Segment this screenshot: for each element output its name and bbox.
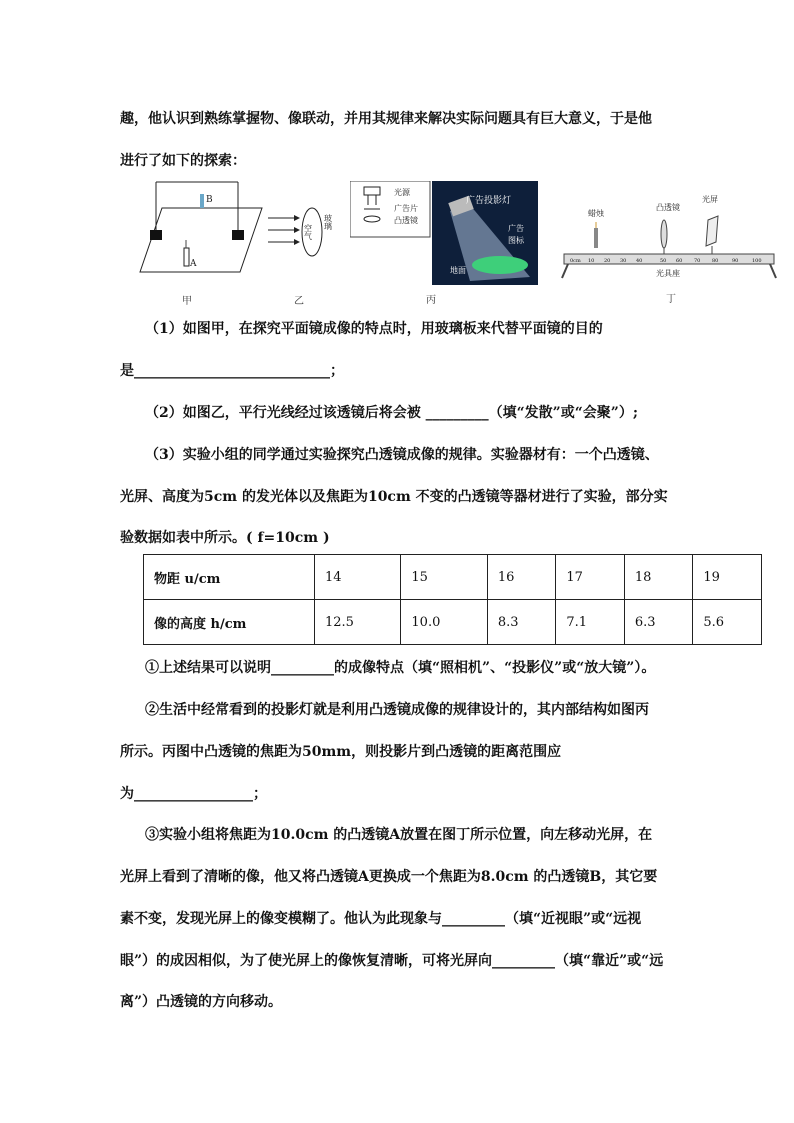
q2-line: （2）如图乙，平行光线经过该透镜后将会被 _________（填“发散”或“会聚”）; (145, 405, 638, 421)
label-lamp: 广告投影灯 (466, 196, 512, 206)
table-cell: 17 (556, 555, 625, 600)
table-cell: 18 (624, 555, 693, 600)
figure-yi (266, 200, 338, 307)
plane-mirror-diagram (136, 180, 264, 300)
table-cell: 16 (487, 555, 556, 600)
table-cell: 7.1 (556, 600, 625, 645)
caption-jia: 甲 (182, 296, 192, 307)
label-air: 空气 (303, 224, 313, 240)
table-cell: 8.3 (487, 600, 556, 645)
label-b: B (206, 195, 213, 205)
sub3-line-c: 素不变，发现光屏上的像变模糊了。他认为此现象与_________（填“近视眼”或“远视 (120, 911, 642, 927)
figure-bing (350, 181, 538, 306)
tick-40: 40 (636, 258, 643, 264)
tick-60: 60 (676, 258, 683, 264)
projector-diagram (350, 181, 538, 285)
label-slide: 广告片 (394, 204, 418, 213)
table-cell: 5.6 (693, 600, 762, 645)
q1-line-a: （1）如图甲，在探究平面镜成像的特点时，用玻璃板来代替平面镜的目的 (145, 321, 603, 337)
figure-ding (560, 190, 778, 305)
q1-line-b: 是____________________________； (120, 363, 344, 379)
table-cell: 15 (401, 555, 487, 600)
table-header-cell: 像的高度 h/cm (144, 600, 315, 645)
label-bench: 光具座 (656, 269, 680, 278)
data-table (143, 554, 762, 645)
optical-bench-diagram (560, 190, 778, 282)
caption-yi: 乙 (294, 296, 304, 307)
sub2-line-b: 所示。丙图中凸透镜的焦距为50mm，则投影片到凸透镜的距离范围应 (120, 744, 562, 760)
tick-80: 80 (712, 258, 719, 264)
tick-0: 0cm (570, 258, 581, 264)
sub3-line-d: 眼”）的成因相似，为了使光屏上的像恢复清晰，可将光屏向_________（填“靠近”或“远 (120, 953, 664, 969)
sub2-line-a: ②生活中经常看到的投影灯就是利用凸透镜成像的规律设计的，其内部结构如图丙 (145, 702, 649, 718)
q3-line-a: （3）实验小组的同学通过实验探究凸透镜成像的规律。实验器材有：一个凸透镜、 (145, 447, 659, 463)
table-header-cell: 物距 u/cm (144, 555, 315, 600)
tick-70: 70 (694, 258, 701, 264)
text-line-1: 趣，他认识到熟练掌握物、像联动，并用其规律来解决实际问题具有巨大意义，于是他 (120, 111, 652, 127)
label-candle: 蜡烛 (588, 209, 604, 218)
q3-line-b: 光屏、高度为5cm 的发光体以及焦距为10cm 不变的凸透镜等器材进行了实验，部分实 (120, 489, 668, 505)
q3-line-c: 验数据如表中所示。( f=10cm ) (120, 530, 330, 546)
table-cell: 10.0 (401, 600, 487, 645)
sub3-line-e: 离”）凸透镜的方向移动。 (120, 994, 283, 1010)
label-ground: 地面 (450, 266, 466, 275)
sub3-line-a: ③实验小组将焦距为10.0cm 的凸透镜A放置在图丁所示位置，向左移动光屏，在 (145, 827, 653, 843)
tick-100: 100 (752, 258, 762, 264)
tick-90: 90 (732, 258, 739, 264)
table-cell: 14 (315, 555, 401, 600)
label-ad1: 广告 (508, 224, 524, 233)
label-ad2: 图标 (508, 236, 524, 245)
text-line-2: 进行了如下的探索： (120, 153, 246, 169)
figure-jia (136, 180, 264, 307)
label-screen: 光屏 (702, 195, 718, 204)
table-row (144, 555, 762, 600)
table-cell: 6.3 (624, 600, 693, 645)
table-cell: 12.5 (315, 600, 401, 645)
caption-bing: 丙 (426, 295, 436, 306)
table-row (144, 600, 762, 645)
label-light: 光源 (394, 188, 410, 197)
tick-50: 50 (660, 258, 667, 264)
table-cell: 19 (693, 555, 762, 600)
sub2-line-c: 为_________________； (120, 786, 267, 802)
lens-diagram (266, 200, 338, 276)
caption-ding: 丁 (666, 294, 676, 305)
label-a: A (190, 259, 197, 269)
tick-30: 30 (620, 258, 627, 264)
sub3-line-b: 光屏上看到了清晰的像，他又将凸透镜A更换成一个焦距为8.0cm 的凸透镜B，其它要 (120, 869, 658, 885)
label-lens: 凸透镜 (656, 203, 680, 212)
sub1-line: ①上述结果可以说明_________的成像特点（填“照相机”、“投影仪”或“放大镜”）。 (145, 660, 656, 676)
tick-10: 10 (588, 258, 595, 264)
tick-20: 20 (604, 258, 611, 264)
label-glass: 玻璃 (323, 214, 333, 230)
label-lens: 凸透镜 (394, 216, 418, 225)
